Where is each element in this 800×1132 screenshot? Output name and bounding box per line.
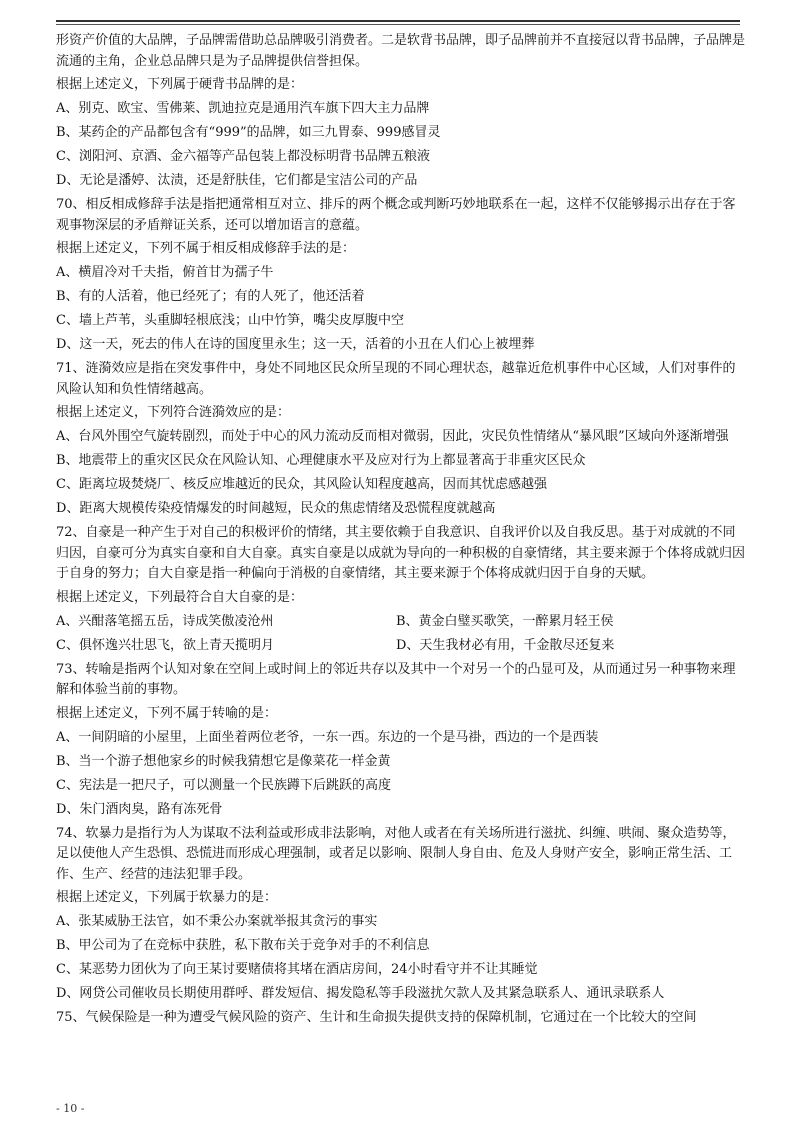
page-number: - 10 - (56, 1102, 85, 1115)
q75-definition: 75、气候保险是一种为遭受气候风险的资产、生计和生命损失提供支持的保障机制，它通过在一个比较大的空间 (56, 1010, 697, 1025)
q72-definition: 72、自豪是一种产生于对自己的积极评价的情绪，其主要依赖于自我意识、自我评价以及自我反思。基于对成就的不同归因，自豪可分为真实自豪和自大自豪。真实自豪是以成就为导向的一种积极的自豪情绪，其主要来源于个体将成就归因于自身的努力；自大自豪是指一种偏向于消极的自豪情绪，其主要来源于个体将成就归因于自身的天赋。 (56, 525, 746, 581)
option-b: B、某药企的产品都包含有“999”的品牌，如三九胃泰、999感冒灵 (56, 125, 441, 140)
q74-option-a: A、张某威胁王法官，如不秉公办案就举报其贪污的事实 (56, 914, 378, 929)
q72-option-b: B、黄金白璧买歌笑，一醉累月轻王侯 (396, 613, 614, 629)
header-rule-thin (56, 24, 740, 25)
q74-option-d: D、网贷公司催收员长期使用群呼、群发短信、揭发隐私等手段滋扰欠款人及其紧急联系人、通讯录联系人 (56, 986, 665, 1001)
q72-options-row-2 (56, 636, 746, 657)
q74-option-b: B、甲公司为了在竞标中获胜，私下散布关于竞争对手的不利信息 (56, 938, 430, 953)
q72-question: 根据上述定义，下列最符合自大自豪的是： (56, 589, 304, 605)
q73-definition: 73、转喻是指两个认知对象在空间上或时间上的邻近共存以及其中一个对另一个的凸显可及，从而通过另一种事物来理解和体验当前的事物。 (56, 661, 736, 697)
page-content (56, 31, 746, 1032)
q72-option-d: D、天生我材必有用，千金散尽还复来 (396, 637, 615, 653)
q73-option-a: A、一间阴暗的小屋里，上面坐着两位老爷，一东一西。东边的一个是马褂，西边的一个是西装 (56, 729, 599, 745)
q74-option-c: C、某恶势力团伙为了向王某讨要赌债将其堵在酒店房间，24小时看守并不让其睡觉 (56, 962, 538, 977)
q74-question: 根据上述定义，下列属于软暴力的是： (56, 890, 278, 905)
option-a: A、别克、欧宝、雪佛莱、凯迪拉克是通用汽车旗下四大主力品牌 (56, 101, 430, 116)
q70-question: 根据上述定义，下列不属于相反相成修辞手法的是： (56, 241, 356, 256)
q70-option-b: B、有的人活着，他已经死了；有的人死了，他还活着 (56, 289, 365, 304)
q72-option-c: C、俱怀逸兴壮思飞，欲上青天揽明月 (56, 637, 274, 653)
q71-option-a: A、台风外围空气旋转剧烈，而处于中心的风力流动反而相对微弱，因此，灾民负性情绪从“暴风眼”区域向外逐渐增强 (56, 429, 729, 444)
intro-text: 形资产价值的大品牌，子品牌需借助总品牌吸引消费者。二是软背书品牌，即子品牌前并不直接冠以背书品牌，子品牌是流通的主角，企业总品牌只是为子品牌提供信誉担保。 (56, 33, 746, 69)
q70-option-a: A、横眉冷对千夫指，俯首甘为孺子牛 (56, 265, 274, 280)
q71-question: 根据上述定义，下列符合涟漪效应的是： (56, 405, 291, 420)
q71-definition: 71、涟漪效应是指在突发事件中，身处不同地区民众所呈现的不同心理状态，越靠近危机事件中心区域，人们对事件的风险认知和负性情绪越高。 (56, 361, 736, 397)
q71-option-c: C、距离垃圾焚烧厂、核反应堆越近的民众，其风险认知程度越高，因而其忧虑感越强 (56, 477, 547, 492)
q70-definition: 70、相反相成修辞手法是指把通常相互对立、排斥的两个概念或判断巧妙地联系在一起，这样不仅能够揭示出存在于客观事物深层的矛盾辩证关系，还可以增加语言的意蕴。 (56, 197, 736, 233)
q73-question: 根据上述定义，下列不属于转喻的是： (56, 705, 278, 721)
q71-option-b: B、地震带上的重灾区民众在风险认知、心理健康水平及应对行为上都显著高于非重灾区民众 (56, 453, 586, 468)
q73-option-d: D、朱门酒肉臭，路有冻死骨 (56, 801, 223, 817)
q72-option-a: A、兴酣落笔摇五岳，诗成笑傲凌沧州 (56, 613, 274, 629)
q73-option-b: B、当一个游子想他家乡的时候我猜想它是像菜花一样金黄 (56, 753, 391, 769)
q72-options-row-1 (56, 612, 746, 633)
question-prompt: 根据上述定义，下列属于硬背书品牌的是： (56, 77, 304, 92)
q74-definition: 74、软暴力是指行为人为谋取不法利益或形成非法影响，对他人或者在有关场所进行滋扰、纠缠、哄闹、聚众造势等，足以使他人产生恐惧、恐慌进而形成心理强制，或者足以影响、限制人身自由、危及人身财产安全，影响正常生活、工作、生产、经营的违法犯罪手段。 (56, 825, 736, 882)
option-d: D、无论是潘婷、汰渍，还是舒肤佳，它们都是宝洁公司的产品 (56, 173, 418, 188)
option-c: C、浏阳河、京酒、金六福等产品包装上都没标明背书品牌五粮液 (56, 149, 430, 164)
q70-option-d: D、这一天，死去的伟人在诗的国度里永生；这一天，活着的小丑在人们心上被埋葬 (56, 337, 535, 352)
header-rule (56, 20, 740, 22)
q70-option-c: C、墙上芦苇，头重脚轻根底浅；山中竹笋，嘴尖皮厚腹中空 (56, 313, 404, 328)
q71-option-d: D、距离大规模传染疫情爆发的时间越短，民众的焦虑情绪及恐慌程度就越高 (56, 501, 496, 516)
q73-option-c: C、宪法是一把尺子，可以测量一个民族蹲下后跳跃的高度 (56, 777, 391, 793)
